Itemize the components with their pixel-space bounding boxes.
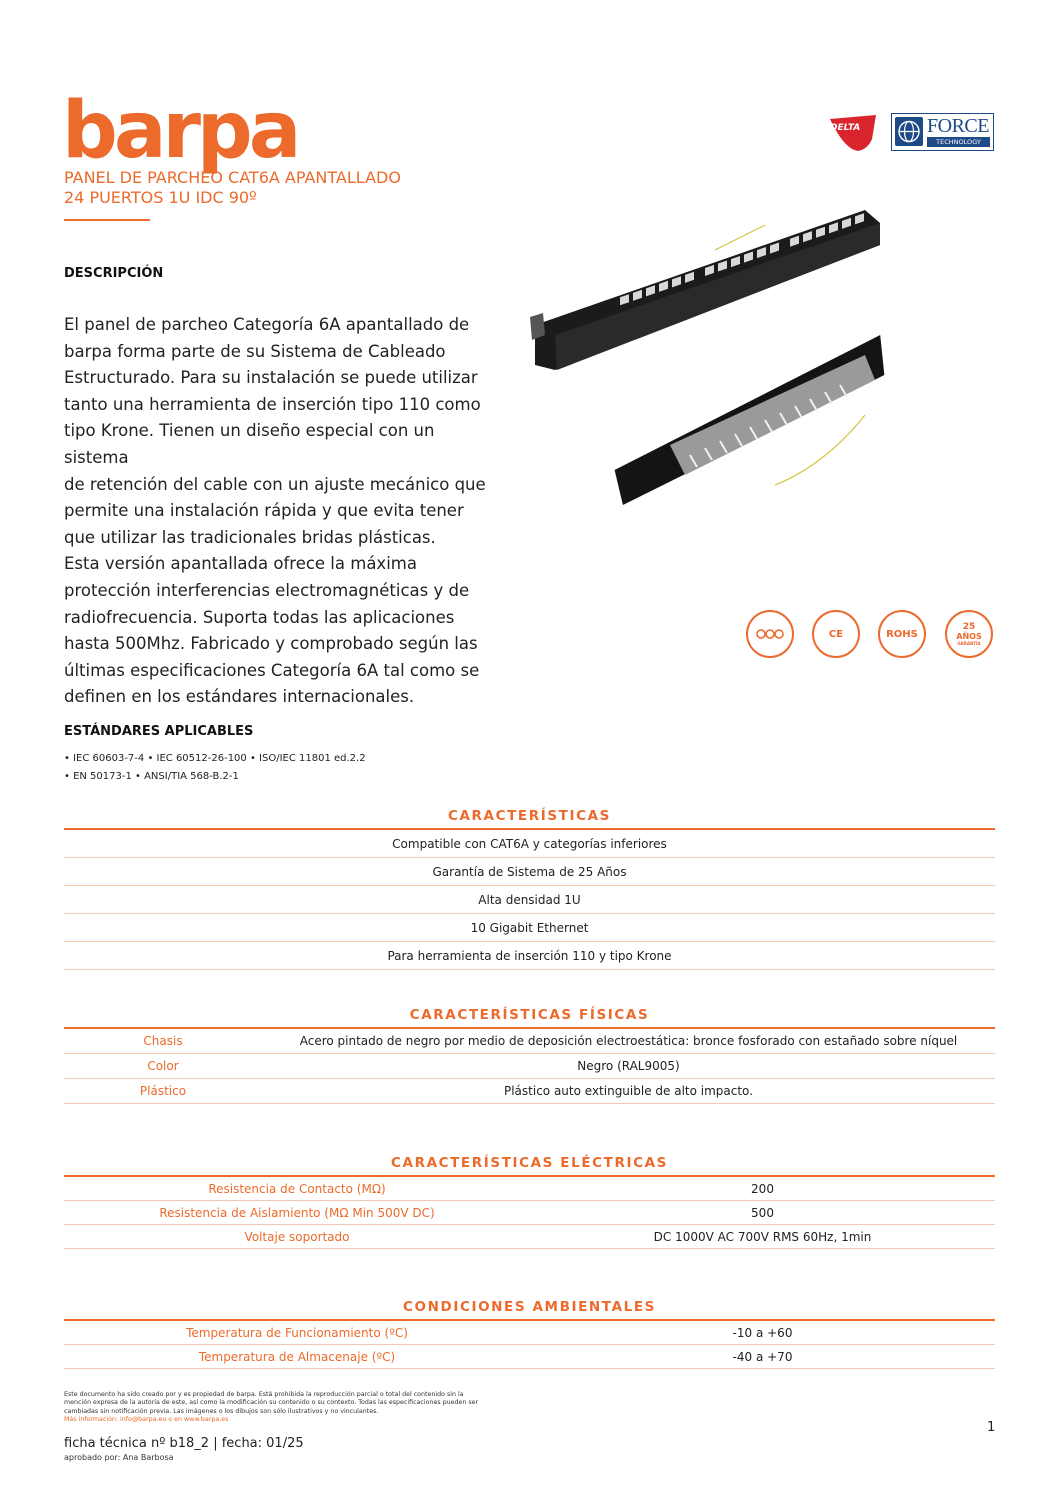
- table-value: Plástico auto extinguible de alto impacto.: [503, 1084, 754, 1098]
- delta-logo-text: DELTA: [830, 123, 861, 133]
- description-line: permite una instalación rápida y que evita tener: [64, 501, 464, 521]
- description-line: protección interferencias electromagnéticas y de: [64, 580, 470, 600]
- table-key: Plástico: [139, 1084, 187, 1098]
- barpa-logo: barpa: [62, 86, 298, 176]
- description-line: de retención del cable con un ajuste mecánico que: [64, 474, 486, 494]
- description-line: que utilizar las tradicionales bridas plásticas.: [64, 527, 436, 547]
- table-row: [64, 1201, 995, 1225]
- aprobado-por: aprobado por: Ana Barbosa: [64, 1453, 174, 1462]
- table-row: [64, 830, 995, 858]
- page-number: 1: [987, 1420, 996, 1435]
- ambientales-title: CONDICIONES AMBIENTALES: [403, 1299, 656, 1315]
- table-row: [64, 942, 995, 970]
- table-cell: Para herramienta de inserción 110 y tipo Krone: [387, 948, 672, 963]
- table-key: Resistencia de Contacto (MΩ): [208, 1181, 386, 1196]
- table-key: Color: [147, 1059, 179, 1073]
- description-line: El panel de parcheo Categoría 6A apantallado de: [64, 315, 470, 334]
- caracteristicas-title: CARACTERÍSTICAS: [448, 808, 611, 824]
- description-line: Estructurado. Para su instalación se puede utilizar: [64, 368, 478, 388]
- product-title-line2: 24 PUERTOS 1U IDC 90º: [64, 188, 257, 207]
- table-value: -40 a +70: [732, 1349, 793, 1364]
- ficha-tecnica: ficha técnica nº b18_2 | fecha: 01/25: [64, 1436, 304, 1451]
- table-key: Temperatura de Funcionamiento (ºC): [186, 1325, 408, 1340]
- description-line: tanto una herramienta de inserción tipo 110 como: [64, 394, 481, 414]
- description-line: Esta versión apantallada ofrece la máxima: [64, 554, 417, 574]
- description-body: [64, 312, 504, 711]
- table-cell: Compatible con CAT6A y categorías inferiores: [392, 836, 667, 851]
- panel-brand-label: barpa: [583, 348, 629, 377]
- patch-panel-image: [525, 205, 895, 545]
- description-line: hasta 500Mhz. Fabricado y comprobado según las: [64, 634, 478, 654]
- warranty-label: AÑOS: [956, 631, 982, 641]
- table-key: Temperatura de Almacenaje (ºC): [198, 1349, 396, 1364]
- product-title: [64, 168, 401, 208]
- warranty-years: 25: [962, 621, 976, 632]
- table-value: Negro (RAL9005): [577, 1059, 680, 1073]
- product-title-line1: PANEL DE PARCHEO CAT6A APANTALLADO: [64, 168, 401, 187]
- table-row: [64, 1054, 995, 1079]
- ce-badge: CE: [812, 610, 860, 658]
- description-heading: DESCRIPCIÓN: [64, 266, 164, 281]
- table-row: [64, 858, 995, 886]
- table-value: Acero pintado de negro por medio de deposición electroestática: bronce fosforado con estañado sobre níquel: [299, 1034, 958, 1048]
- table-cell: 10 Gigabit Ethernet: [470, 920, 589, 935]
- standards-line: • IEC 60603-7-4 • IEC 60512-26-100 • ISO/IEC 11801 ed.2.2: [64, 753, 366, 764]
- electricas-title: CARACTERÍSTICAS ELÉCTRICAS: [391, 1155, 668, 1171]
- standards-heading: ESTÁNDARES APLICABLES: [64, 724, 254, 739]
- description-line: definen en los estándares internacionales.: [64, 687, 415, 707]
- table-key: Voltaje soportado: [244, 1229, 350, 1244]
- table-row: [64, 1321, 995, 1345]
- table-row: [64, 1029, 995, 1054]
- table-row: [64, 1225, 995, 1249]
- table-cell: Garantía de Sistema de 25 Años: [432, 864, 627, 879]
- title-underline: [64, 219, 150, 221]
- shield-cert-badge: [746, 610, 794, 658]
- description-line: barpa forma parte de su Sistema de Cableado: [64, 341, 446, 361]
- table-row: [64, 1079, 995, 1104]
- legal-notice: [64, 1391, 524, 1425]
- standards-line: • EN 50173-1 • ANSI/TIA 568-B.2-1: [64, 771, 239, 782]
- fisicas-title: CARACTERÍSTICAS FÍSICAS: [409, 1007, 650, 1023]
- table-value: -10 a +60: [732, 1325, 793, 1340]
- table-row: [64, 886, 995, 914]
- delta-logo: [824, 113, 880, 153]
- table-value: 200: [751, 1181, 774, 1196]
- legal-line: Este documento ha sido creado por y es propiedad de barpa. Está prohibida la reproducción parcial o total del contenido sin la: [64, 1391, 464, 1398]
- warranty-sub: GARANTÍA: [957, 640, 981, 646]
- force-logo-text: FORCE: [927, 115, 989, 137]
- table-row: [64, 1177, 995, 1201]
- table-value: 500: [751, 1205, 774, 1220]
- rohs-badge: ROHS: [878, 610, 926, 658]
- table-value: DC 1000V AC 700V RMS 60Hz, 1min: [653, 1229, 872, 1244]
- description-line: tipo Krone. Tienen un diseño especial con un sistema: [64, 421, 435, 467]
- contact-info: Más información: info@barpa.eu o en www.barpa.es: [64, 1416, 229, 1424]
- table-row: [64, 914, 995, 942]
- force-technology-logo: [891, 113, 994, 151]
- technology-logo-text: TECHNOLOGY: [927, 137, 990, 147]
- table-row: [64, 1345, 995, 1369]
- legal-line: mención expresa de la autoría de este, así como la modificación su contenido o su contexto. Todas las especificaciones pueden ser: [64, 1399, 479, 1407]
- table-key: Chasis: [143, 1034, 183, 1048]
- table-cell: Alta densidad 1U: [478, 892, 581, 907]
- legal-line: cambiadas sin notificación previa. Las imágenes o los dibujos son sólo ilustrativos y no vinculantes.: [64, 1407, 379, 1415]
- force-globe-icon: [895, 117, 923, 146]
- table-key: Resistencia de Aislamiento (MΩ Min 500V DC): [159, 1205, 435, 1220]
- warranty-badge: [945, 610, 993, 658]
- description-line: últimas especificaciones Categoría 6A tal como se: [64, 660, 480, 680]
- description-line: radiofrecuencia. Suporta todas las aplicaciones: [64, 607, 455, 627]
- connectors-icon: [756, 627, 784, 641]
